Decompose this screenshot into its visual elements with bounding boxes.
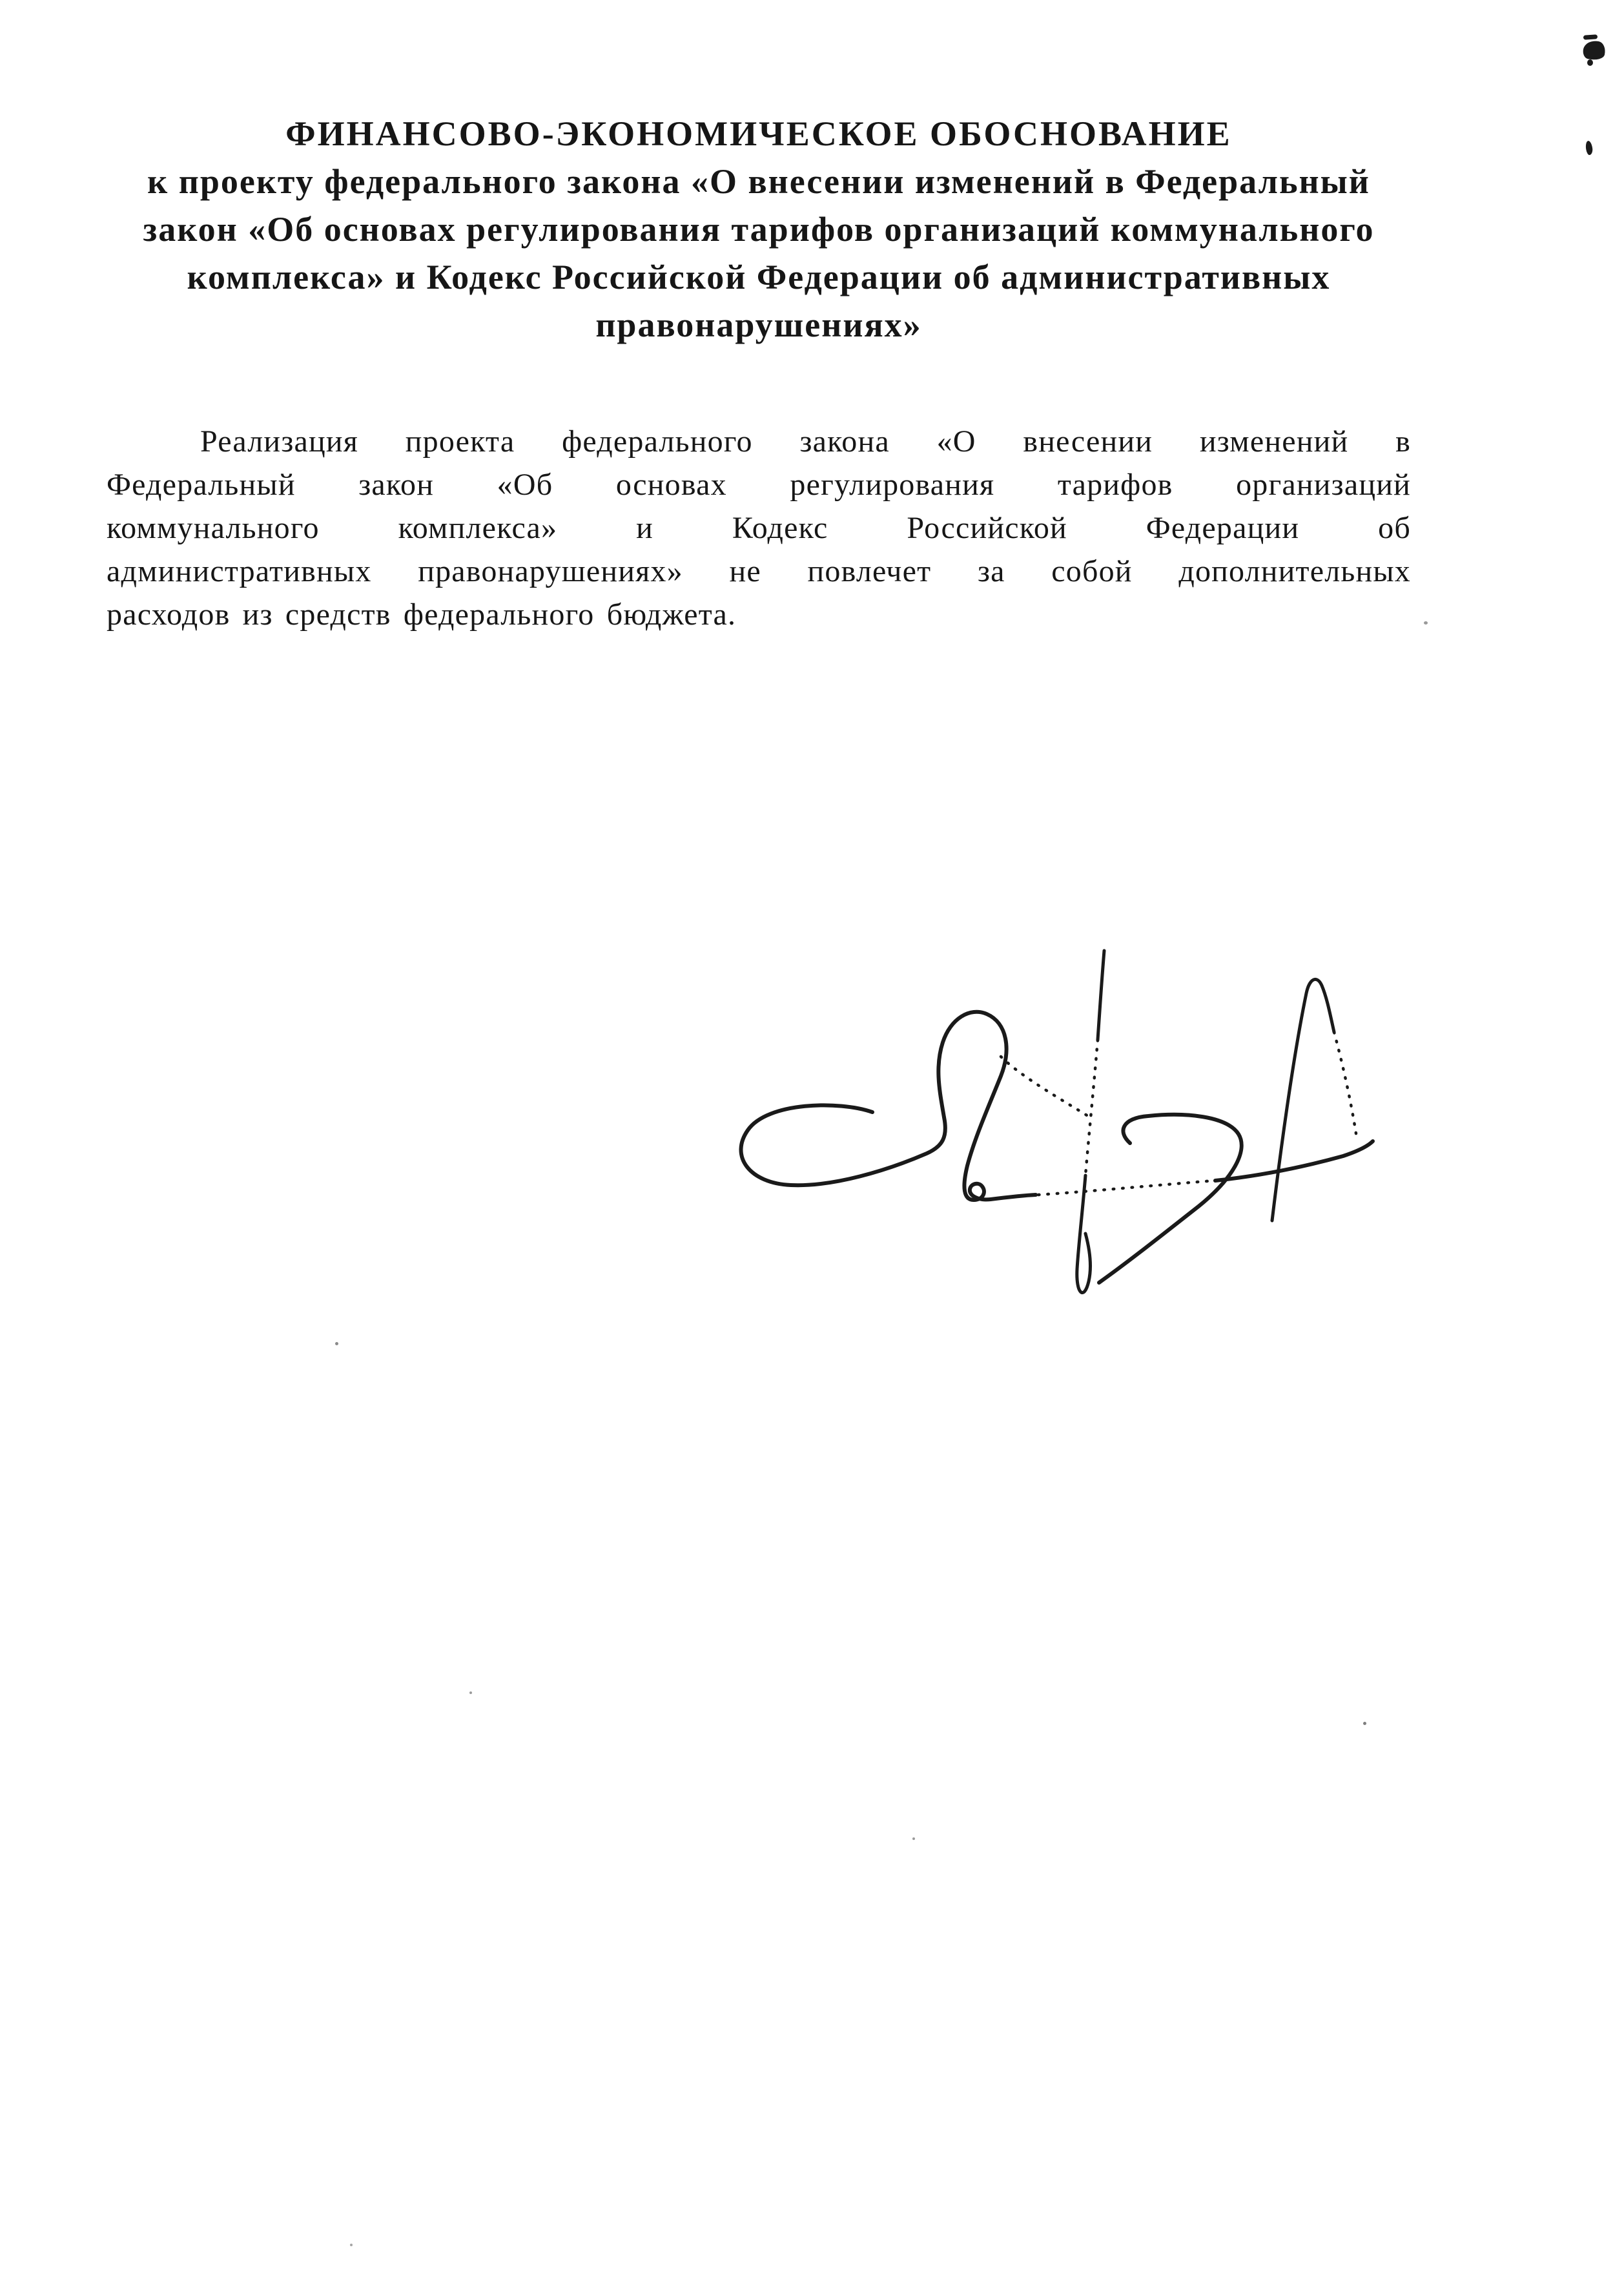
signature-icon <box>730 943 1382 1343</box>
ink-speck <box>1363 1722 1366 1725</box>
ink-speck <box>1424 621 1428 625</box>
body-line-3: коммунального комплекса» и Кодекс Российской Федерации об <box>107 511 1411 545</box>
title-line-2: к проекту федерального закона «О внесении изменений в Федеральный <box>147 162 1370 201</box>
title-line-5: правонарушениях» <box>595 305 922 344</box>
ink-speck <box>335 1342 338 1345</box>
title-line-3: закон «Об основах регулирования тарифов организаций коммунального <box>143 210 1375 249</box>
ink-speck <box>912 1837 915 1840</box>
ink-speck <box>1585 140 1594 155</box>
title-line-4: комплекса» и Кодекс Российской Федерации об административных <box>187 258 1331 296</box>
ink-speck <box>469 1691 472 1694</box>
ink-speck <box>1587 59 1593 66</box>
ink-speck <box>1583 34 1598 40</box>
body-line-4: административных правонарушениях» не повлечет за собой дополнительных <box>107 554 1411 588</box>
body-line-5: расходов из средств федерального бюджета. <box>107 597 737 632</box>
ink-speck <box>1581 39 1607 62</box>
document-title <box>107 110 1411 349</box>
ink-speck <box>350 2244 353 2246</box>
body-paragraph <box>107 420 1411 636</box>
body-line-2: Федеральный закон «Об основах регулирования тарифов организаций <box>107 468 1411 502</box>
title-heading: ФИНАНСОВО-ЭКОНОМИЧЕСКОЕ ОБОСНОВАНИЕ <box>285 114 1232 153</box>
body-line-1: Реализация проекта федерального закона «О внесении изменений в <box>200 424 1411 459</box>
